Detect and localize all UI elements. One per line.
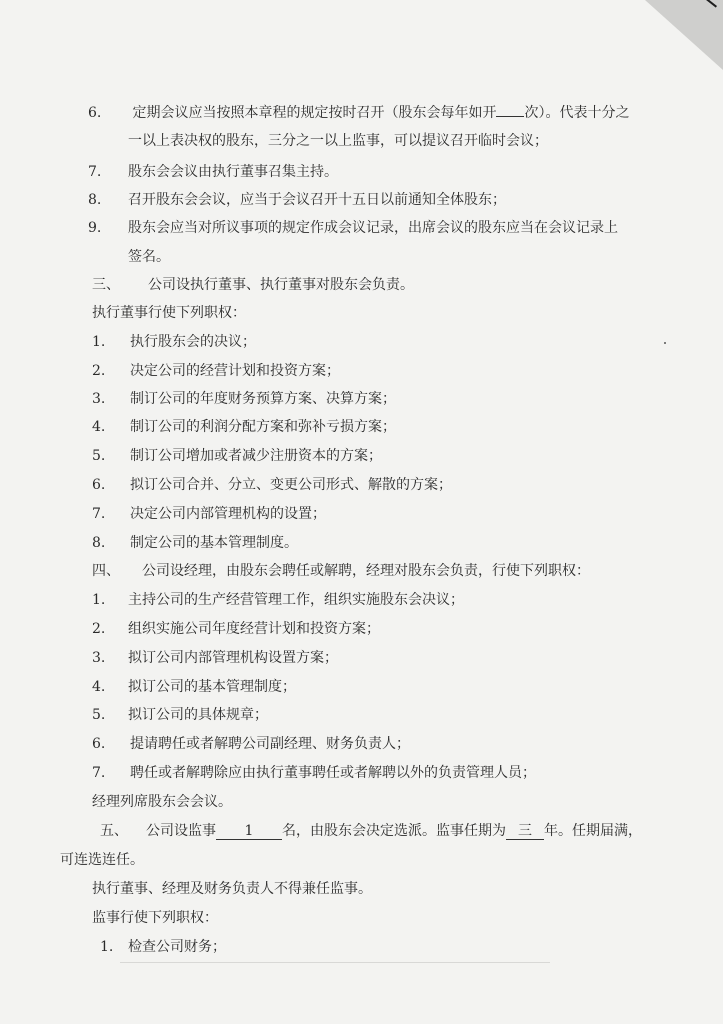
- section-4-closing: 经理列席股东会会议。: [92, 794, 232, 810]
- section-heading-text: 公司设执行董事、执行董事对股东会负责。: [148, 277, 414, 293]
- rule-number: 7.: [88, 164, 102, 180]
- fill-blank-supervisor-count: 1: [216, 824, 282, 840]
- section-number: 四、: [92, 563, 120, 579]
- item-number: 2.: [92, 621, 106, 637]
- item-text: 决定公司的经营计划和投资方案；: [130, 363, 340, 379]
- section-number: 三、: [92, 277, 120, 293]
- list-item: [92, 390, 396, 408]
- list-item: [92, 534, 298, 552]
- item-number: 1.: [92, 592, 106, 608]
- list-item: [92, 418, 396, 436]
- rule-8: [88, 191, 506, 209]
- rule-text: 股东会会议由执行董事召集主持。: [128, 164, 338, 180]
- rule-9: [88, 219, 618, 237]
- list-item: [92, 678, 296, 696]
- section-text: 名，由股东会决定选派。监事任期为: [282, 823, 506, 839]
- folded-corner: [645, 0, 723, 70]
- section-5-continuation: 可连选连任。: [60, 852, 144, 868]
- rule-text: 召开股东会会议，应当于会议召开十五日以前通知全体股东；: [128, 192, 506, 208]
- fill-blank-term-years: 三: [506, 824, 544, 840]
- section-heading-text: 公司设经理，由股东会聘任或解聘，经理对股东会负责，行使下列职权：: [142, 563, 590, 579]
- item-text: 执行股东会的决议；: [130, 334, 256, 350]
- list-item: [92, 706, 268, 724]
- section-3-heading: [92, 276, 414, 294]
- rule-number: 8.: [88, 192, 102, 208]
- item-number: 5.: [92, 448, 106, 464]
- item-number: 6.: [92, 736, 106, 752]
- rule-number: 6.: [88, 105, 102, 121]
- list-item: [92, 447, 382, 465]
- item-number: 1.: [100, 939, 114, 955]
- section-number: 五、: [100, 823, 128, 839]
- item-text: 拟订公司内部管理机构设置方案；: [128, 650, 338, 666]
- list-item: [92, 476, 452, 494]
- rule-6-continuation: 一以上表决权的股东，三分之一以上监事，可以提议召开临时会议；: [128, 133, 548, 149]
- rule-text: 股东会应当对所议事项的规定作成会议记录，出席会议的股东应当在会议记录上: [128, 220, 618, 236]
- rule-7: [88, 163, 338, 181]
- list-item: [92, 764, 536, 782]
- list-item: [92, 649, 338, 667]
- speck: [664, 342, 666, 344]
- item-text: 决定公司内部管理机构的设置；: [130, 506, 326, 522]
- item-number: 7.: [92, 765, 106, 781]
- list-item: [92, 333, 256, 351]
- list-item: [100, 938, 226, 956]
- item-number: 3.: [92, 391, 106, 407]
- rule-text: 次）。代表十分之: [524, 105, 630, 121]
- item-text: 聘任或者解聘除应由执行董事聘任或者解聘以外的负责管理人员；: [130, 765, 536, 781]
- section-text: 公司设监事: [146, 823, 216, 839]
- section-4-heading: [92, 562, 590, 580]
- item-text: 拟订公司的基本管理制度；: [128, 679, 296, 695]
- item-number: 6.: [92, 477, 106, 493]
- item-number: 5.: [92, 707, 106, 723]
- item-text: 拟订公司合并、分立、变更公司形式、解散的方案；: [130, 477, 452, 493]
- item-number: 8.: [92, 535, 106, 551]
- item-number: 7.: [92, 506, 106, 522]
- rule-9-continuation: 签名。: [128, 249, 170, 265]
- list-item: [92, 735, 410, 753]
- faint-rule: [120, 962, 550, 963]
- section-text: 年。任期届满，: [544, 823, 642, 839]
- section-5-intro: 监事行使下列职权：: [92, 910, 218, 926]
- item-text: 制订公司的利润分配方案和弥补亏损方案；: [130, 419, 396, 435]
- item-text: 提请聘任或者解聘公司副经理、财务负责人；: [130, 736, 410, 752]
- item-text: 制定公司的基本管理制度。: [130, 535, 298, 551]
- item-number: 4.: [92, 679, 106, 695]
- section-3-intro: 执行董事行使下列职权：: [92, 305, 246, 321]
- item-text: 拟订公司的具体规章；: [128, 707, 268, 723]
- section-5-note: 执行董事、经理及财务负责人不得兼任监事。: [92, 881, 372, 897]
- rule-text: 定期会议应当按照本章程的规定按时召开（股东会每年如开: [132, 105, 497, 121]
- item-number: 4.: [92, 419, 106, 435]
- rule-6: [88, 104, 629, 122]
- list-item: [92, 591, 464, 609]
- list-item: [92, 620, 380, 638]
- item-text: 检查公司财务；: [128, 939, 226, 955]
- item-text: 制订公司增加或者减少注册资本的方案；: [130, 448, 382, 464]
- item-number: 1.: [92, 334, 106, 350]
- item-text: 组织实施公司年度经营计划和投资方案；: [128, 621, 380, 637]
- rule-number: 9.: [88, 220, 102, 236]
- item-text: 主持公司的生产经营管理工作，组织实施股东会决议；: [128, 592, 464, 608]
- section-5-heading: [100, 822, 642, 840]
- item-number: 3.: [92, 650, 106, 666]
- list-item: [92, 362, 340, 380]
- fill-blank: [496, 116, 524, 117]
- item-text: 制订公司的年度财务预算方案、决算方案；: [130, 391, 396, 407]
- item-number: 2.: [92, 363, 106, 379]
- list-item: [92, 505, 326, 523]
